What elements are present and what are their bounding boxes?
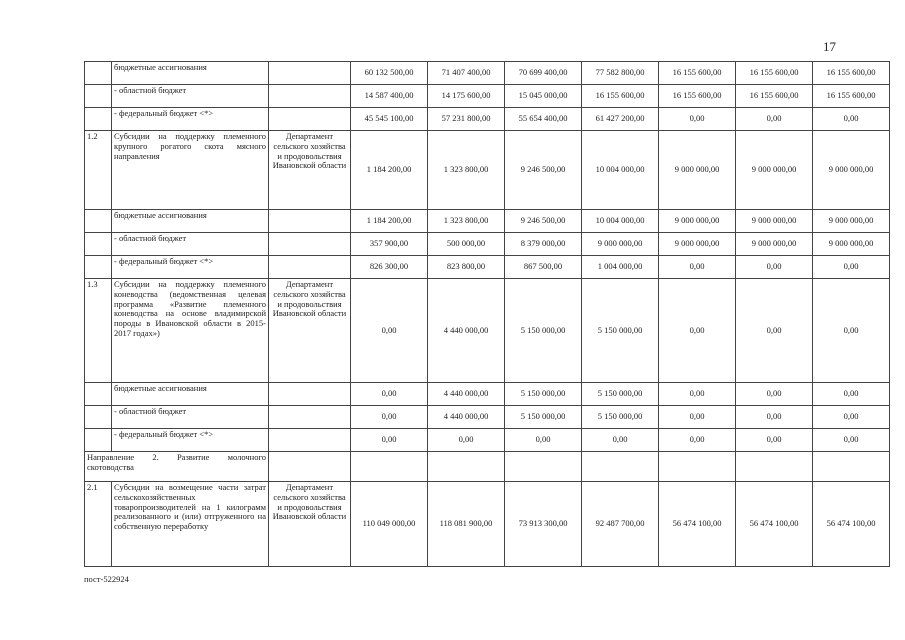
value-cell: 0,00 (813, 429, 890, 452)
value-cell: 16 155 600,00 (813, 85, 890, 108)
table-row (85, 210, 890, 233)
value-cell: 71 407 400,00 (428, 62, 505, 85)
value-cell: 0,00 (813, 108, 890, 131)
value-cell: 0,00 (813, 256, 890, 279)
footer-code: пост-522924 (84, 574, 129, 584)
value-cell: 0,00 (736, 429, 813, 452)
value-cell: 1 184 200,00 (351, 210, 428, 233)
value-cell: 77 582 800,00 (582, 62, 659, 85)
value-cell: 0,00 (351, 406, 428, 429)
row-index (85, 256, 112, 279)
value-cell: 0,00 (813, 406, 890, 429)
row-index: 1.2 (85, 131, 112, 210)
value-cell: 0,00 (659, 429, 736, 452)
value-cell: 57 231 800,00 (428, 108, 505, 131)
empty-cell (813, 452, 890, 482)
value-cell: 0,00 (813, 279, 890, 383)
value-cell: 70 699 400,00 (505, 62, 582, 85)
value-cell: 5 150 000,00 (505, 279, 582, 383)
value-cell: 1 323 800,00 (428, 131, 505, 210)
row-name: бюджетные ассигнования (112, 210, 269, 233)
value-cell: 357 900,00 (351, 233, 428, 256)
value-cell: 73 913 300,00 (505, 482, 582, 567)
row-executor (269, 210, 351, 233)
row-executor: Департамент сельского хозяйства и продовольствия Ивановской области (269, 279, 351, 383)
row-executor: Департамент сельского хозяйства и продовольствия Ивановской области (269, 131, 351, 210)
table-row (85, 85, 890, 108)
row-index (85, 233, 112, 256)
row-executor (269, 256, 351, 279)
value-cell: 0,00 (659, 383, 736, 406)
row-index (85, 108, 112, 131)
value-cell: 0,00 (659, 108, 736, 131)
value-cell: 9 000 000,00 (736, 233, 813, 256)
value-cell: 9 000 000,00 (582, 233, 659, 256)
value-cell: 4 440 000,00 (428, 406, 505, 429)
table-row (85, 233, 890, 256)
value-cell: 0,00 (351, 279, 428, 383)
value-cell: 15 045 000,00 (505, 85, 582, 108)
value-cell: 5 150 000,00 (505, 383, 582, 406)
value-cell: 0,00 (659, 279, 736, 383)
table-row (85, 383, 890, 406)
value-cell: 0,00 (505, 429, 582, 452)
value-cell: 56 474 100,00 (736, 482, 813, 567)
direction-row (85, 452, 890, 482)
value-cell: 9 246 500,00 (505, 131, 582, 210)
value-cell: 4 440 000,00 (428, 383, 505, 406)
value-cell: 0,00 (813, 383, 890, 406)
row-name: Субсидии на возмещение части затрат сельскохозяйственных товаропроизводителей на 1 килограмм реализованного и (или) отгруженного на собственную переработку (112, 482, 269, 567)
row-index (85, 429, 112, 452)
value-cell: 1 004 000,00 (582, 256, 659, 279)
row-index (85, 406, 112, 429)
value-cell: 9 000 000,00 (813, 210, 890, 233)
value-cell: 0,00 (659, 406, 736, 429)
value-cell: 16 155 600,00 (659, 62, 736, 85)
value-cell: 9 246 500,00 (505, 210, 582, 233)
value-cell: 10 004 000,00 (582, 210, 659, 233)
table-row (85, 429, 890, 452)
empty-cell (659, 452, 736, 482)
value-cell: 56 474 100,00 (813, 482, 890, 567)
value-cell: 1 323 800,00 (428, 210, 505, 233)
value-cell: 60 132 500,00 (351, 62, 428, 85)
table-row (85, 256, 890, 279)
row-executor (269, 108, 351, 131)
row-name: - федеральный бюджет <*> (112, 108, 269, 131)
row-index (85, 383, 112, 406)
value-cell: 110 049 000,00 (351, 482, 428, 567)
value-cell: 9 000 000,00 (813, 233, 890, 256)
row-name: - федеральный бюджет <*> (112, 256, 269, 279)
value-cell: 5 150 000,00 (505, 406, 582, 429)
value-cell: 9 000 000,00 (736, 131, 813, 210)
direction-title: Направление 2. Развитие молочного скотоводства (85, 452, 269, 482)
value-cell: 118 081 900,00 (428, 482, 505, 567)
value-cell: 823 800,00 (428, 256, 505, 279)
value-cell: 0,00 (659, 256, 736, 279)
row-name: - областной бюджет (112, 85, 269, 108)
value-cell: 16 155 600,00 (659, 85, 736, 108)
row-executor (269, 429, 351, 452)
table-row (85, 108, 890, 131)
value-cell: 5 150 000,00 (582, 279, 659, 383)
value-cell: 826 300,00 (351, 256, 428, 279)
value-cell: 9 000 000,00 (659, 210, 736, 233)
value-cell: 867 500,00 (505, 256, 582, 279)
value-cell: 9 000 000,00 (813, 131, 890, 210)
empty-cell (351, 452, 428, 482)
value-cell: 45 545 100,00 (351, 108, 428, 131)
value-cell: 0,00 (736, 108, 813, 131)
empty-cell (269, 452, 351, 482)
value-cell: 0,00 (582, 429, 659, 452)
value-cell: 55 654 400,00 (505, 108, 582, 131)
empty-cell (505, 452, 582, 482)
value-cell: 8 379 000,00 (505, 233, 582, 256)
empty-cell (582, 452, 659, 482)
value-cell: 56 474 100,00 (659, 482, 736, 567)
value-cell: 14 175 600,00 (428, 85, 505, 108)
row-index (85, 85, 112, 108)
value-cell: 9 000 000,00 (659, 131, 736, 210)
row-index: 2.1 (85, 482, 112, 567)
value-cell: 10 004 000,00 (582, 131, 659, 210)
row-name: бюджетные ассигнования (112, 383, 269, 406)
table-row (85, 62, 890, 85)
row-name: Субсидии на поддержку племенного коневодства (ведомственная целевая программа «Развитие племенного коневодства на основе владимирской породы в Ивановской области в 2015-2017 годах») (112, 279, 269, 383)
value-cell: 0,00 (736, 256, 813, 279)
budget-table (84, 61, 890, 567)
table-row (85, 406, 890, 429)
value-cell: 1 184 200,00 (351, 131, 428, 210)
row-executor (269, 62, 351, 85)
row-index (85, 62, 112, 85)
row-name: - федеральный бюджет <*> (112, 429, 269, 452)
value-cell: 0,00 (351, 383, 428, 406)
page-number: 17 (823, 39, 836, 54)
value-cell: 0,00 (351, 429, 428, 452)
value-cell: 9 000 000,00 (736, 210, 813, 233)
table-row (85, 279, 890, 383)
value-cell: 5 150 000,00 (582, 383, 659, 406)
value-cell: 4 440 000,00 (428, 279, 505, 383)
row-executor (269, 383, 351, 406)
value-cell: 5 150 000,00 (582, 406, 659, 429)
row-name: бюджетные ассигнования (112, 62, 269, 85)
row-index (85, 210, 112, 233)
value-cell: 16 155 600,00 (736, 62, 813, 85)
row-executor: Департамент сельского хозяйства и продовольствия Ивановской области (269, 482, 351, 567)
value-cell: 92 487 700,00 (582, 482, 659, 567)
value-cell: 14 587 400,00 (351, 85, 428, 108)
row-executor (269, 233, 351, 256)
row-name: Субсидии на поддержку племенного крупного рогатого скота мясного направления (112, 131, 269, 210)
table-row (85, 131, 890, 210)
row-executor (269, 406, 351, 429)
row-index: 1.3 (85, 279, 112, 383)
row-executor (269, 85, 351, 108)
value-cell: 16 155 600,00 (582, 85, 659, 108)
value-cell: 61 427 200,00 (582, 108, 659, 131)
value-cell: 9 000 000,00 (659, 233, 736, 256)
value-cell: 16 155 600,00 (736, 85, 813, 108)
value-cell: 0,00 (736, 406, 813, 429)
empty-cell (428, 452, 505, 482)
value-cell: 500 000,00 (428, 233, 505, 256)
row-name: - областной бюджет (112, 406, 269, 429)
table-row (85, 482, 890, 567)
value-cell: 0,00 (736, 383, 813, 406)
value-cell: 0,00 (428, 429, 505, 452)
row-name: - областной бюджет (112, 233, 269, 256)
value-cell: 16 155 600,00 (813, 62, 890, 85)
empty-cell (736, 452, 813, 482)
value-cell: 0,00 (736, 279, 813, 383)
